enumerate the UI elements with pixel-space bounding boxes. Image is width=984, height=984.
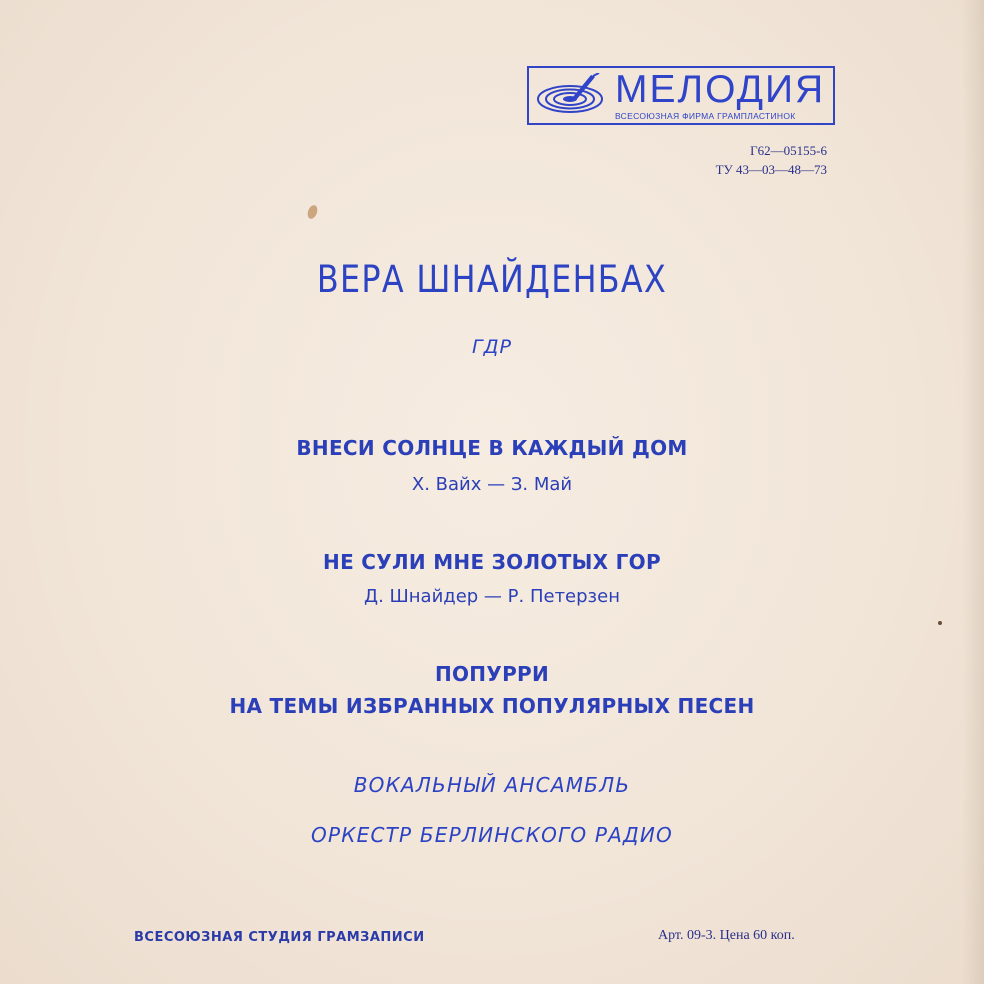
logo-name: МЕЛОДИЯ <box>615 68 826 111</box>
catalog-standard: ТУ 43—03—48—73 <box>715 162 827 177</box>
catalog-info <box>716 141 827 179</box>
track-1-title: ВНЕСИ СОЛНЦЕ В КАЖДЫЙ ДОМ <box>296 436 688 460</box>
performer-vocal-ensemble: ВОКАЛЬНЫЙ АНСАМБЛЬ <box>353 773 631 797</box>
track-3-title-line1: ПОПУРРИ <box>434 662 550 686</box>
track-2-title: НЕ СУЛИ МНЕ ЗОЛОТЫХ ГОР <box>323 550 661 574</box>
price-info: Арт. 09-3. Цена 60 коп. <box>658 928 795 943</box>
catalog-number: Г62—05155-6 <box>750 143 827 158</box>
artist-name: ВЕРА ШНАЙДЕНБАХ <box>316 258 668 301</box>
track-3-title-line2: НА ТЕМЫ ИЗБРАННЫХ ПОПУЛЯРНЫХ ПЕСЕН <box>229 694 755 718</box>
studio-credit: ВСЕСОЮЗНАЯ СТУДИЯ ГРАМЗАПИСИ <box>134 930 425 945</box>
logo-subtitle: ВСЕСОЮЗНАЯ ФИРМА ГРАМПЛАСТИНОК <box>615 111 796 121</box>
paper-speck <box>938 621 942 625</box>
paper-stain <box>306 204 319 220</box>
melodiya-logo <box>527 66 835 125</box>
melodiya-record-emblem-icon <box>529 68 611 123</box>
track-2-authors: Д. Шнайдер — Р. Петерзен <box>364 586 620 607</box>
artist-country: ГДР <box>472 336 512 358</box>
track-1-authors: Х. Вайх — З. Май <box>411 474 573 495</box>
performer-orchestra: ОРКЕСТР БЕРЛИНСКОГО РАДИО <box>311 823 673 847</box>
